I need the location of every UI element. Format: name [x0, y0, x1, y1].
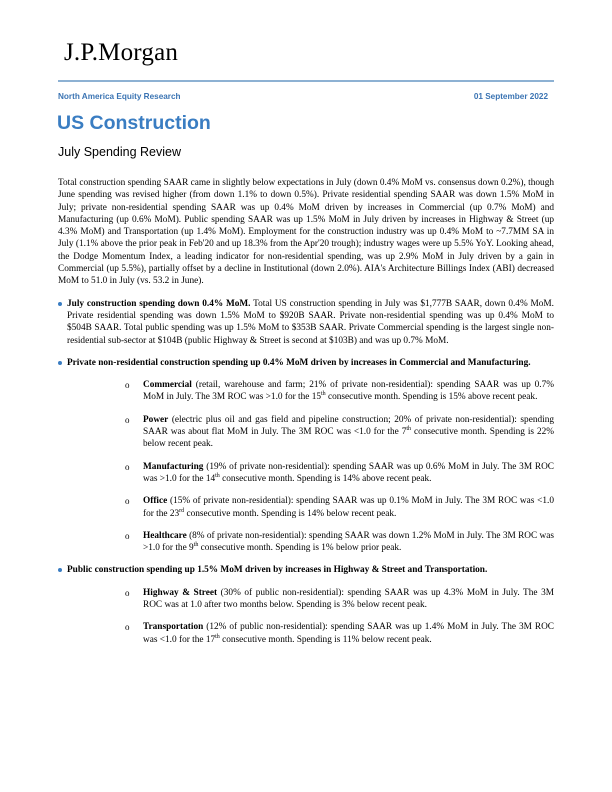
sub-item-text: (electric plus oil and gas field and pipeline construction; 20% of private non-residential): spending SAAR was about flat MoM in July. The 3M ROC was <1.0 for the 7: [143, 414, 554, 438]
sub-item-transportation: [134, 621, 554, 646]
report-header: [58, 92, 548, 104]
sub-item-office: [134, 495, 554, 520]
ordinal-suffix: th: [215, 633, 220, 640]
bullet-text: Total US construction spending in July was $1,777B SAAR, down 0.4% MoM. Private residential spending was down 1.5% MoM to $920B SAAR. Private non-residential spending was up 0.4% MoM to $504B SAAR. Total public spending was up 1.5% MoM to $353B SAAR. Private Commercial spending is the largest single non-residential sub-sector at $104B (public Highway & Street is second at $103B) and was up 0.7% MoM.: [67, 298, 554, 346]
sub-item-text: (retail, warehouse and farm; 21% of private non-residential): spending SAAR was up 0.7% MoM in July. The 3M ROC was >1.0 for the 15: [143, 380, 554, 403]
sub-item-text: (12% of public non-residential): spending SAAR was up 1.4% MoM in July. The 3M ROC was <1.0 for the 17: [143, 622, 554, 645]
sub-item-text-end: consecutive month. Spending is 22% below recent peak.: [143, 427, 555, 450]
sub-item-text-end: consecutive month. Spending is 14% above recent peak.: [219, 473, 432, 484]
sub-item-text: (15% of private non-residential): spending SAAR was up 0.1% MoM in July. The 3M ROC was <1.0 for the 23: [143, 496, 554, 519]
sub-item-name: Power: [143, 414, 169, 425]
ordinal-suffix: rd: [179, 507, 185, 514]
sub-item-healthcare: [134, 530, 554, 555]
bullet-heading: July construction spending down 0.4% MoM.: [67, 298, 251, 309]
sub-item-text: (30% of public non-residential): spending SAAR was up 4.3% MoM in July. The 3M ROC was at 1.0 after two months below. Spending is 3% below recent peak.: [143, 587, 554, 611]
sub-item-name: Transportation: [143, 622, 204, 633]
jpmorgan-logo: J.P.Morgan: [64, 39, 179, 66]
ordinal-suffix: th: [321, 391, 326, 398]
division-label: North America Equity Research: [58, 92, 181, 101]
sub-item-text-end: consecutive month. Spending is 14% below recent peak.: [184, 508, 397, 519]
sub-item-name: Commercial: [143, 380, 192, 391]
header-rule: [58, 80, 554, 82]
sub-item-name: Highway & Street: [143, 587, 218, 598]
report-body: [58, 177, 554, 656]
page-title: US Construction: [57, 112, 211, 134]
sub-item-power: [134, 414, 554, 451]
sub-item-text-end: consecutive month. Spending is 11% below recent peak.: [219, 634, 432, 645]
sub-item-text-end: consecutive month. Spending is 1% below prior peak.: [198, 543, 402, 554]
sub-item-text-end: consecutive month. Spending is 15% above recent peak.: [325, 392, 538, 403]
bullet-private-nonres: [58, 357, 554, 555]
ordinal-suffix: th: [215, 472, 220, 479]
sub-list-private: [67, 379, 554, 554]
page-subtitle: July Spending Review: [58, 145, 181, 159]
sub-item-name: Healthcare: [143, 530, 187, 541]
report-date: 01 September 2022: [473, 92, 548, 101]
sub-item-commercial: [134, 379, 554, 404]
sub-item-name: Office: [143, 496, 168, 507]
sub-item-text: (8% of private non-residential): spending SAAR was down 1.2% MoM in July. The 3M ROC was >1.0 for the 9: [143, 530, 554, 554]
sub-item-name: Manufacturing: [143, 461, 204, 472]
sub-item-highway-street: [134, 587, 554, 612]
bullet-total-spending: [58, 298, 554, 347]
ordinal-suffix: th: [193, 542, 199, 549]
bullet-heading: Private non-residential construction spending up 0.4% MoM driven by increases in Commercial and Manufacturing.: [67, 357, 531, 368]
bullet-list: [58, 298, 554, 646]
sub-item-text: (19% of private non-residential): spending SAAR was up 0.6% MoM in July. The 3M ROC was >1.0 for the 14: [143, 461, 554, 484]
bullet-heading: Public construction spending up 1.5% MoM driven by increases in Highway & Street and Transportation.: [67, 565, 488, 576]
sub-item-manufacturing: [134, 461, 554, 486]
intro-paragraph: Total construction spending SAAR came in slightly below expectations in July (down 0.4% MoM vs. consensus down 0.2%), though June spending was revised higher (from down 1.1% to down 0.5%). Private residential spending SAAR was down 1.5% MoM in July; private non-residential spending SAAR was up 0.4% MoM driven by increases in Commercial (up 0.7% MoM) and Manufacturing (up 0.6% MoM). Public spending SAAR was up 1.5% MoM in July driven by increases in Highway & Street (up 4.3% MoM) and Transportation (up 1.4% MoM). Employment for the construction industry was up 0.4% MoM to ~7.7MM SA in July (1.1% above the prior peak in Feb'20 and up 18.3% from the Apr'20 trough); industry wages were up 5.5% YoY. Looking ahead, the Dodge Momentum Index, a leading indicator for non-residential spending, was up 2.9% MoM in July driven by a gain in Commercial (up 5.5%), partially offset by a decline in Institutional (down 2.0%). AIA's Architecture Billings Index (ABI) decreased MoM to 51.0 in July (vs. 53.2 in June).: [58, 178, 554, 287]
bullet-public-spending: [58, 564, 554, 645]
ordinal-suffix: th: [406, 425, 412, 432]
sub-list-public: [67, 587, 554, 646]
